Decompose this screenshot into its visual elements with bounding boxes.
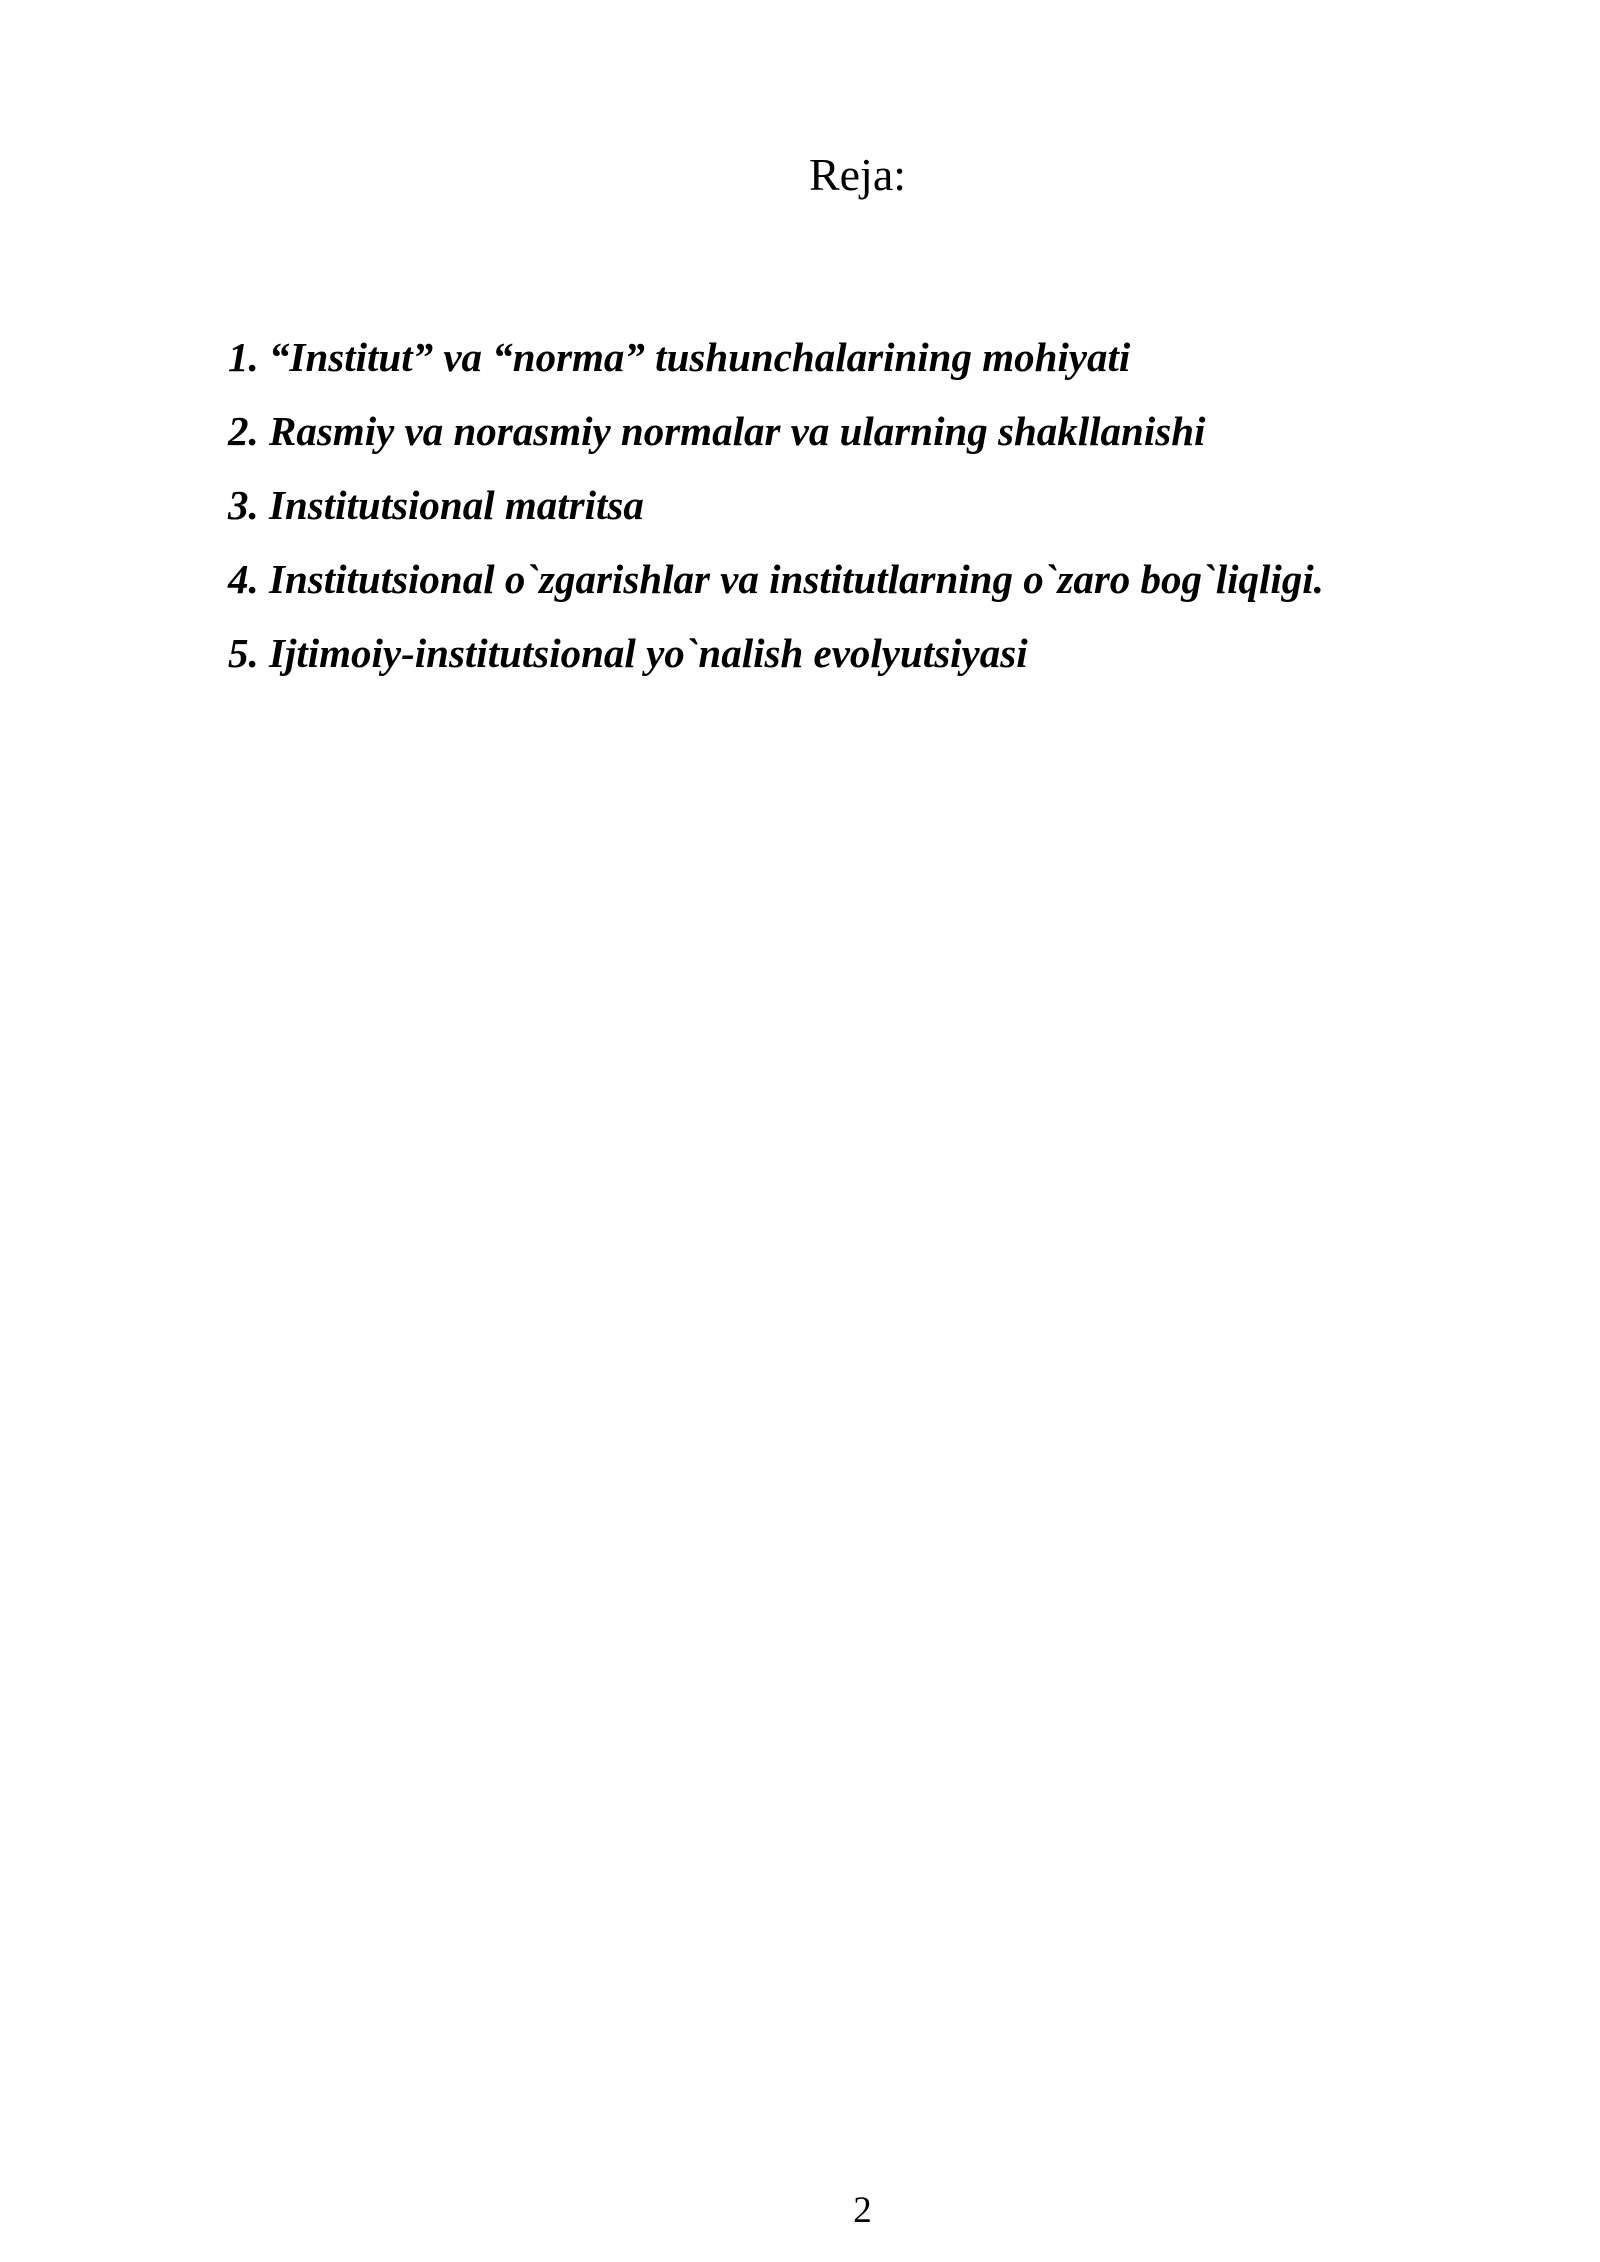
plan-item-1: 1. “Institut” va “norma” tushunchalarining mohiyati xyxy=(228,334,1131,380)
page-number: 2 xyxy=(853,2190,872,2231)
plan-item-4: 4. Institutsional o`zgarishlar va institutlarning o`zaro bog`liqligi. xyxy=(228,556,1324,602)
plan-item-5: 5. Ijtimoiy-institutsional yo`nalish evolyutsiyasi xyxy=(228,630,1028,676)
plan-item-3: 3. Institutsional matritsa xyxy=(228,482,644,528)
page-title: Reja: xyxy=(808,149,907,200)
plan-item-2: 2. Rasmiy va norasmiy normalar va ularning shakllanishi xyxy=(228,408,1206,454)
plan-list xyxy=(228,320,1324,690)
